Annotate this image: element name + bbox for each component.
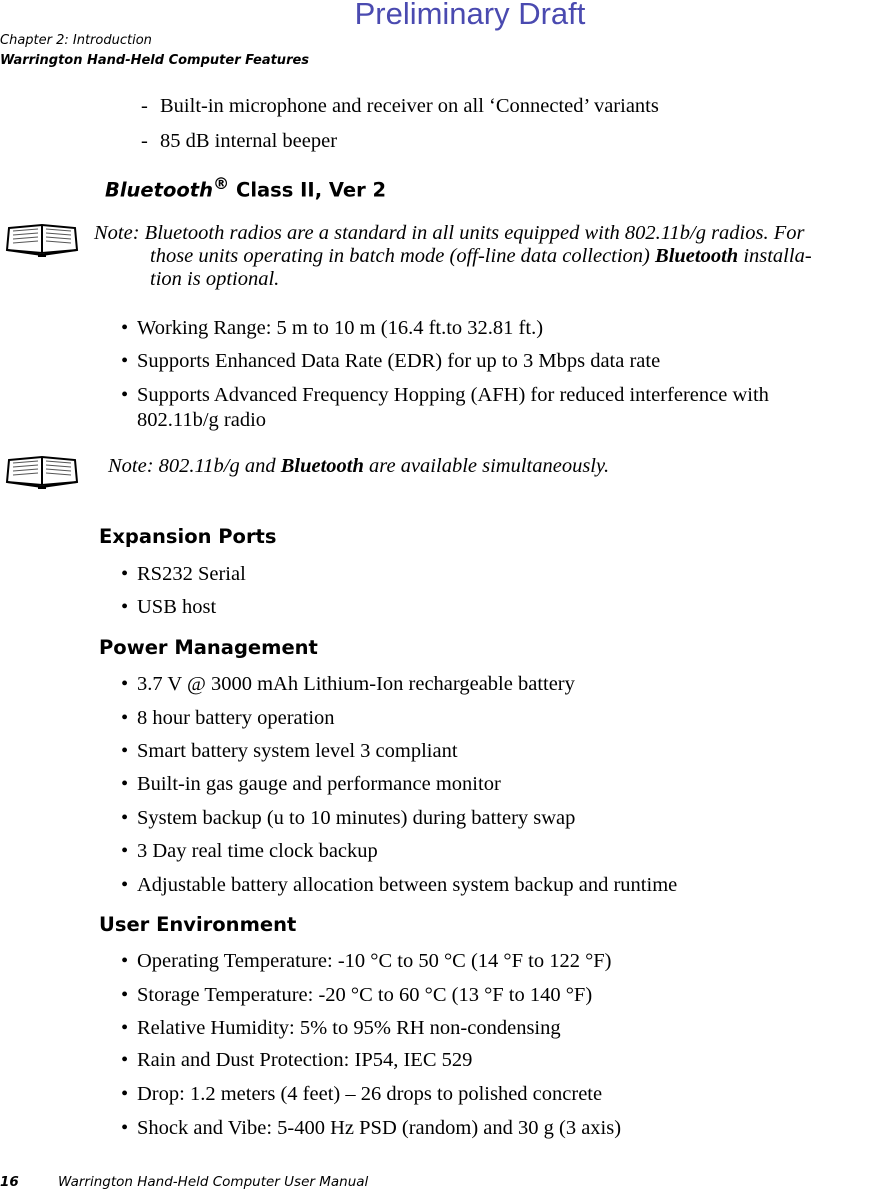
bullet-marker: • <box>121 1083 129 1105</box>
bullet-marker: • <box>121 773 129 795</box>
expansion-item: USB host <box>137 596 217 618</box>
bullet-marker: • <box>121 596 129 618</box>
bluetooth-item: Supports Enhanced Data Rate (EDR) for up to 3 Mbps data rate <box>137 350 661 372</box>
power-management-heading: Power Management <box>99 636 318 659</box>
environment-item: Rain and Dust Protection: IP54, IEC 529 <box>137 1049 473 1071</box>
bullet-marker: • <box>121 874 129 896</box>
environment-item: Storage Temperature: -20 °C to 60 °C (13 °F to 140 °F) <box>137 984 593 1006</box>
environment-item: Relative Humidity: 5% to 95% RH non-condensing <box>137 1017 561 1039</box>
power-item: 3.7 V @ 3000 mAh Lithium-Ion rechargeable battery <box>137 673 575 695</box>
power-item: 3 Day real time clock backup <box>137 840 378 862</box>
note-bold-bluetooth: Bluetooth <box>280 455 364 477</box>
note-line-3: tion is optional. <box>150 268 280 290</box>
bullet-marker: • <box>121 1117 129 1139</box>
running-head <box>0 31 309 71</box>
bluetooth-item: Working Range: 5 m to 10 m (16.4 ft.to 32.81 ft.) <box>137 317 544 339</box>
environment-item: Operating Temperature: -10 °C to 50 °C (14 °F to 122 °F) <box>137 950 612 972</box>
bullet-marker: • <box>121 317 129 339</box>
bullet-marker: • <box>121 350 129 372</box>
expansion-item: RS232 Serial <box>137 563 246 585</box>
open-book-icon <box>5 220 79 258</box>
audio-item-microphone: Built-in microphone and receiver on all ‘Connected’ variants <box>160 95 659 117</box>
environment-item: Shock and Vibe: 5-400 Hz PSD (random) and 30 g (3 axis) <box>137 1117 622 1139</box>
bullet-marker: • <box>121 807 129 829</box>
simultaneous-note: Note: 802.11b/g and Bluetooth are available simultaneously. <box>108 455 610 477</box>
open-book-icon <box>5 452 79 490</box>
bluetooth-item-continuation: 802.11b/g radio <box>137 409 267 431</box>
page-number: 16 <box>0 1174 19 1190</box>
section-title: Warrington Hand-Held Computer Features <box>0 53 310 68</box>
dash-marker: - <box>141 130 148 152</box>
bluetooth-heading <box>105 172 386 203</box>
bullet-marker: • <box>121 707 129 729</box>
bluetooth-note <box>94 221 812 290</box>
manual-title: Warrington Hand-Held Computer User Manual <box>58 1174 369 1190</box>
bullet-marker: • <box>121 840 129 862</box>
chapter-title: Chapter 2: Introduction <box>0 33 152 48</box>
user-environment-heading: User Environment <box>99 913 297 936</box>
power-item: Adjustable battery allocation between system backup and runtime <box>137 874 678 896</box>
bullet-marker: • <box>121 740 129 762</box>
bullet-marker: • <box>121 984 129 1006</box>
power-item: System backup (u to 10 minutes) during battery swap <box>137 807 576 829</box>
registered-mark: ® <box>212 174 230 193</box>
bullet-marker: • <box>121 384 129 406</box>
bluetooth-heading-rest: Class II, Ver 2 <box>229 178 387 202</box>
bullet-marker: • <box>121 1017 129 1039</box>
page-footer <box>0 1172 368 1192</box>
power-item: Smart battery system level 3 compliant <box>137 740 458 762</box>
bullet-marker: • <box>121 673 129 695</box>
power-item: 8 hour battery operation <box>137 707 335 729</box>
audio-item-beeper: 85 dB internal beeper <box>160 130 338 152</box>
note-line-2: those units operating in batch mode (off-line data collection) Bluetooth installa- <box>150 245 812 267</box>
bullet-marker: • <box>121 563 129 585</box>
bluetooth-heading-italic: Bluetooth <box>105 178 213 202</box>
bluetooth-item: Supports Advanced Frequency Hopping (AFH) for reduced interference with <box>137 384 769 406</box>
environment-item: Drop: 1.2 meters (4 feet) – 26 drops to polished concrete <box>137 1083 603 1105</box>
bullet-marker: • <box>121 1049 129 1071</box>
preliminary-draft-watermark: Preliminary Draft <box>354 0 586 31</box>
expansion-ports-heading: Expansion Ports <box>99 525 277 548</box>
power-item: Built-in gas gauge and performance monitor <box>137 773 501 795</box>
bullet-marker: • <box>121 950 129 972</box>
note-line-1: Note: Bluetooth radios are a standard in all units equipped with 802.11b/g radios. For <box>94 222 805 244</box>
dash-marker: - <box>141 95 148 117</box>
note-bold-bluetooth: Bluetooth <box>655 245 739 267</box>
